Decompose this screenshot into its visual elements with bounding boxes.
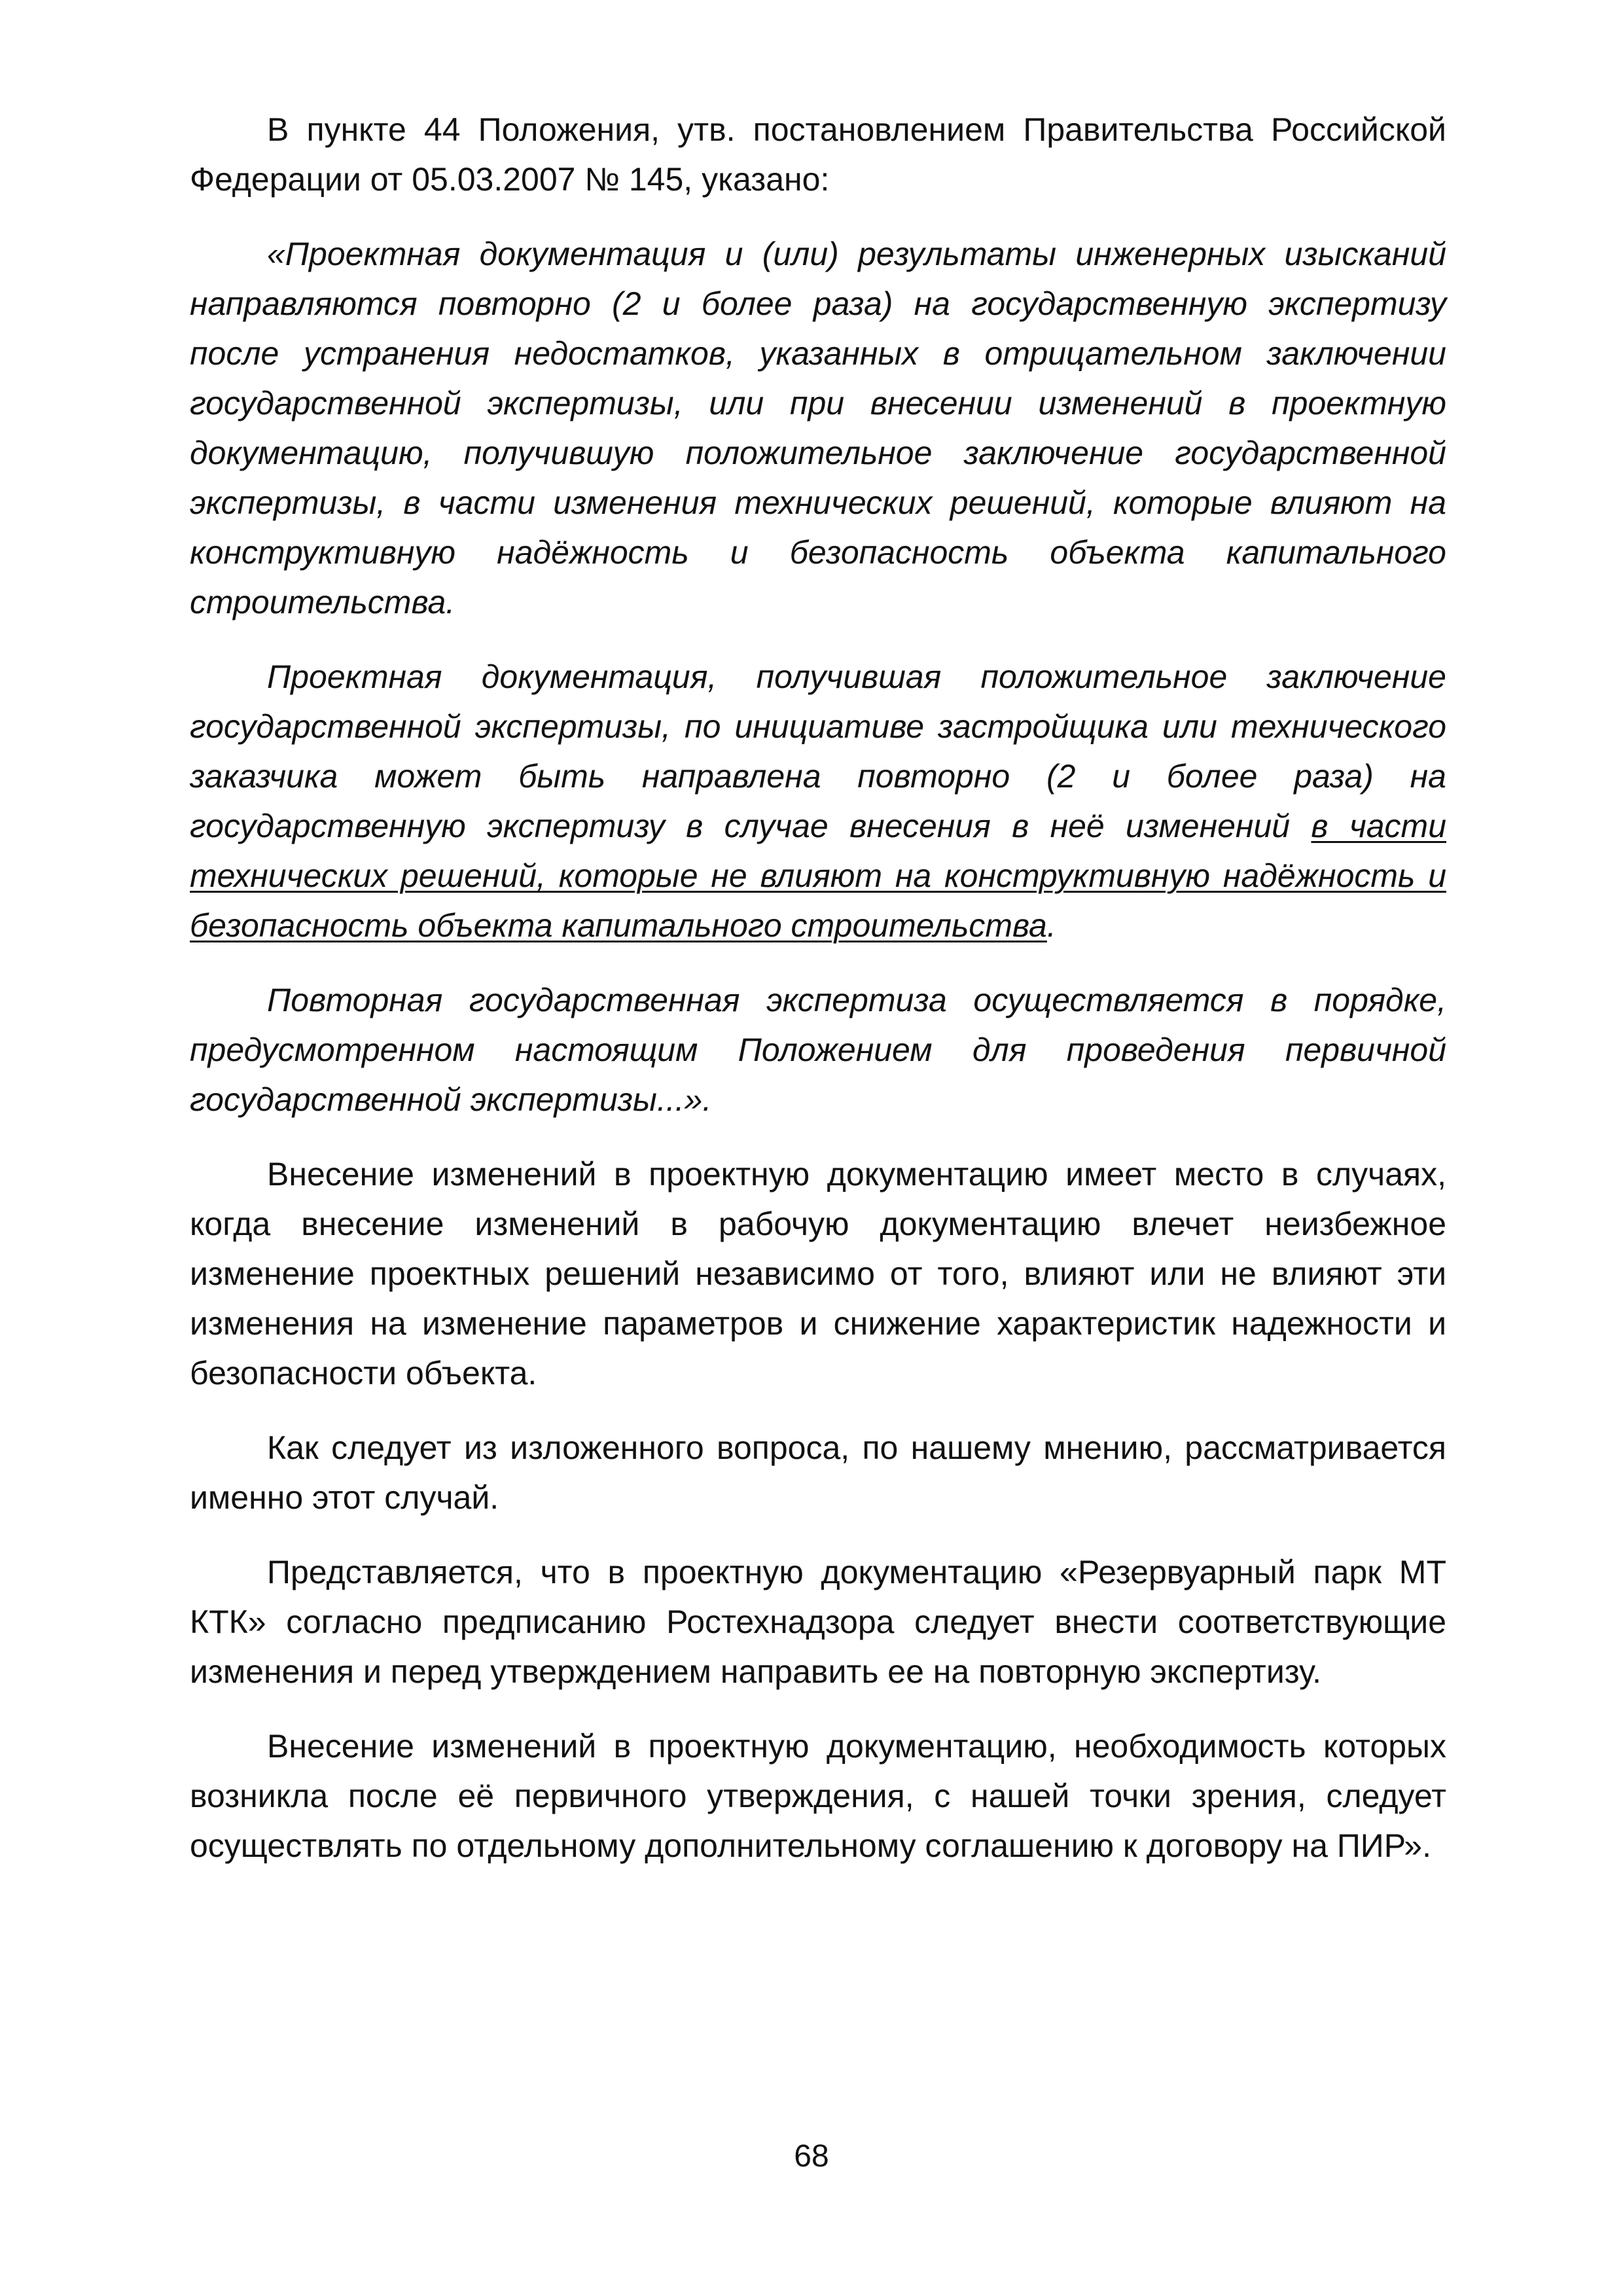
- paragraph-recommendation: Представляется, что в проектную документацию «Резервуарный парк МТ КТК» согласно предписанию Ростехнадзора следует внести соответствующие изменения и перед утверждением направить ее на повторную экспертизу.: [190, 1554, 1446, 1690]
- paragraph-conclusion: Внесение изменений в проектную документацию, необходимость которых возникла после её первичного утверждения, с нашей точки зрения, следует осуществлять по отдельному дополнительному соглашению к договору на ПИР».: [190, 1728, 1446, 1864]
- page-number: 68: [794, 2139, 829, 2174]
- underlined-phrase: в части технических решений, которые не влияют на конструктивную надёжность и безопасность объекта капитального строительства: [190, 808, 1447, 944]
- paragraph-intro: В пункте 44 Положения, утв. постановлением Правительства Российской Федерации от 05.03.2007 № 145, указано:: [190, 111, 1446, 198]
- document-body: [190, 105, 1446, 1895]
- quote-paragraph-2-end: .: [1046, 907, 1056, 944]
- paragraph-changes: Внесение изменений в проектную документацию имеет место в случаях, когда внесение изменений в рабочую документацию влечет неизбежное изменение проектных решений независимо от того, влияют или не влияют эти изменения на изменение параметров и снижение характеристик надежности и безопасности объекта.: [190, 1156, 1446, 1391]
- quote-paragraph-2: [190, 652, 1446, 950]
- paragraph-case: Как следует из изложенного вопроса, по нашему мнению, рассматривается именно этот случай.: [190, 1429, 1446, 1516]
- quote-paragraph-2-text: Проектная документация, получившая положительное заключение государственной экспертизы, по инициативе застройщика или технического заказчика может быть направлена повторно (2 и более раза) на государственную экспертизу в случае внесения в неё изменений: [190, 658, 1446, 844]
- quote-paragraph-1: «Проектная документация и (или) результаты инженерных изысканий направляются повторно (2 и более раза) на государственную экспертизу после устранения недостатков, указанных в отрицательном заключении государственной экспертизы, или при внесении изменений в проектную документацию, получившую положительное заключение государственной экспертизы, в части изменения технических решений, которые влияют на конструктивную надёжность и безопасность объекта капитального строительства.: [190, 236, 1446, 620]
- quote-paragraph-3: Повторная государственная экспертиза осуществляется в порядке, предусмотренном настоящим Положением для проведения первичной государственной экспертизы...».: [190, 982, 1446, 1118]
